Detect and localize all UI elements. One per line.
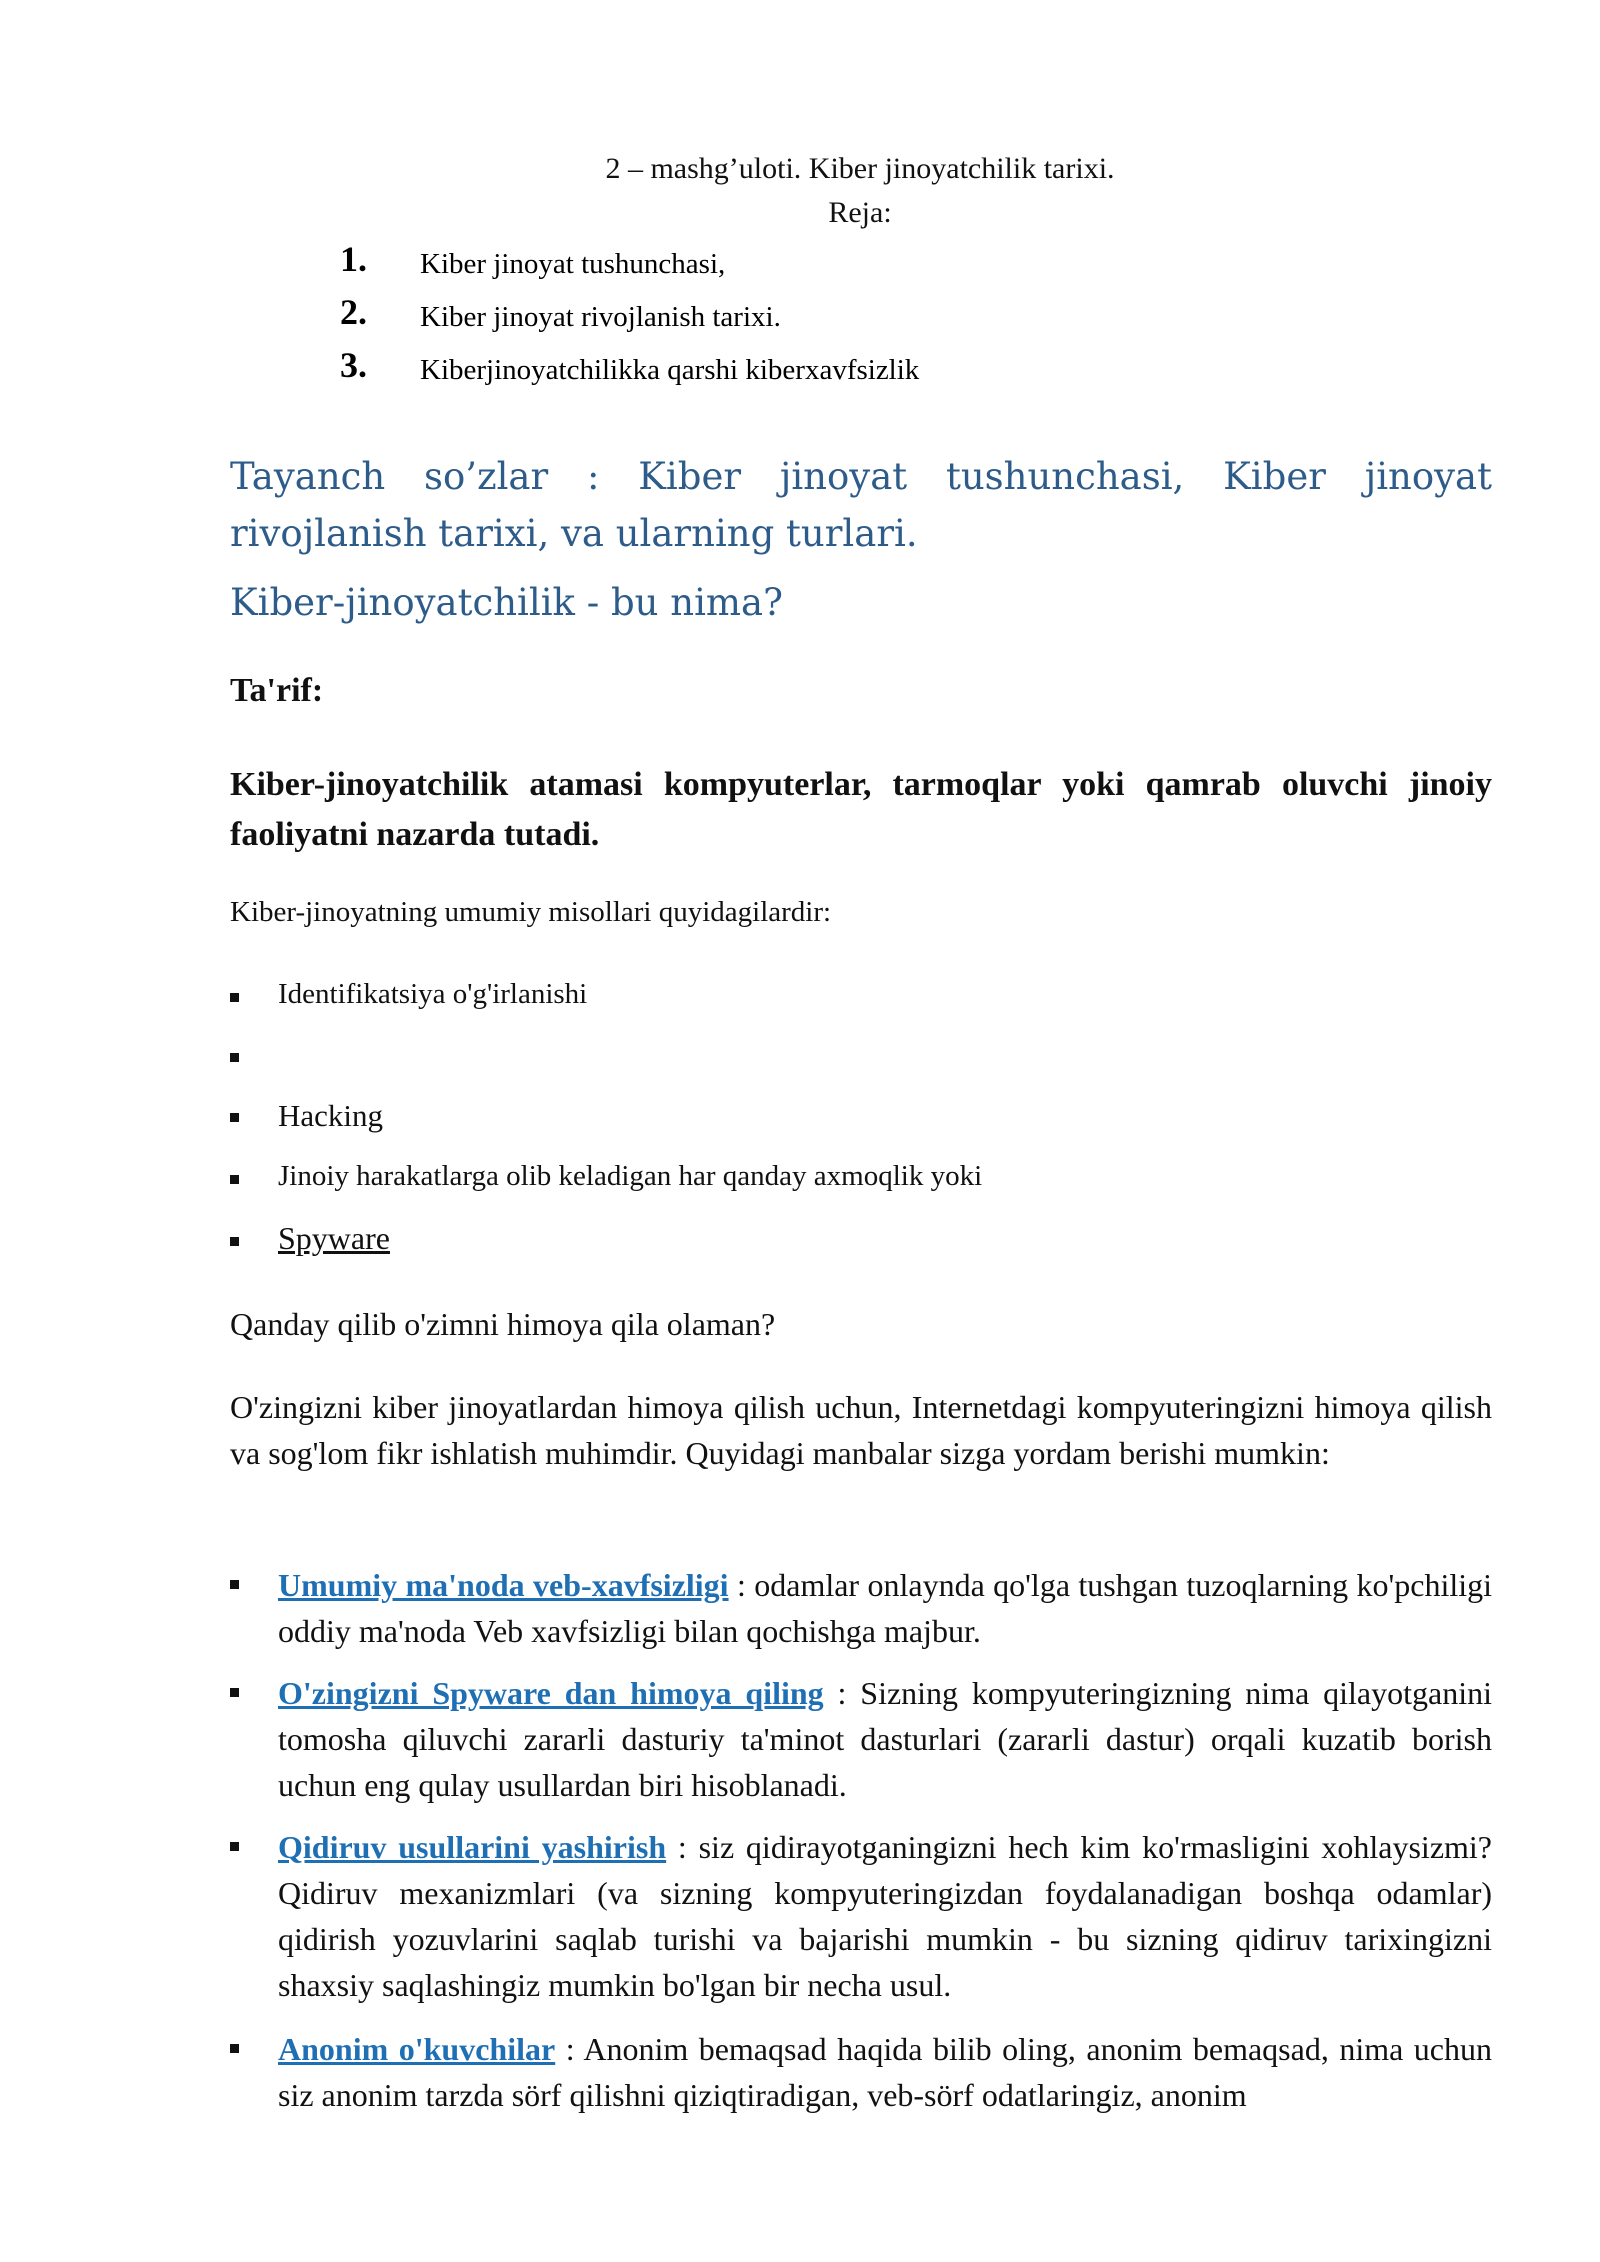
plan-text: Kiber jinoyat tushunchasi, — [420, 248, 726, 280]
list-item-text: Identifikatsiya o'g'irlanishi — [278, 978, 588, 1010]
plan-item — [340, 240, 1240, 293]
bullet-icon — [230, 1842, 239, 1851]
list-item-text: Jinoiy harakatlarga olib keladigan har qanday axmoqlik yoki — [278, 1160, 983, 1192]
section-heading: Kiber-jinoyatchilik - bu nima? — [230, 581, 783, 624]
plan-number: 2. — [340, 292, 367, 332]
list-item-text — [278, 1670, 1492, 1808]
resource-description: : Sizning kompyuteringizning nima qilayotganini tomosha qiluvchi zararli dasturiy ta'minot dasturlari (zararli dastur) orqali kuzatib borish uchun eng qulay usullardan biri hisoblanadi. — [278, 1675, 1493, 1803]
plan-label: Reja: — [828, 196, 892, 229]
list-item-text — [278, 1824, 1492, 2008]
bullet-icon — [230, 1237, 239, 1246]
bullet-icon — [230, 1688, 239, 1697]
bullet-icon — [230, 2044, 239, 2053]
list-item-text — [278, 1562, 1492, 1654]
bullet-icon — [230, 1113, 239, 1122]
bullet-icon — [230, 993, 239, 1002]
spyware-link[interactable]: Spyware — [278, 1220, 390, 1256]
bullet-icon — [230, 1580, 239, 1589]
page-title: 2 – mashg’uloti. Kiber jinoyatchilik tarixi. — [605, 152, 1115, 185]
resource-link[interactable]: Qidiruv usullarini yashirish — [278, 1829, 667, 1865]
list-item-text — [278, 2026, 1492, 2118]
resource-link[interactable]: Umumiy ma'noda veb-xavfsizligi — [278, 1567, 729, 1603]
protect-text: O'zingizni kiber jinoyatlardan himoya qilish uchun, Internetdagi kompyuteringizni himoya qilish va sog'lom fikr ishlatish muhimdir. Quyidagi manbalar sizga yordam berishi mumkin: — [230, 1389, 1492, 1471]
keywords-heading: Tayanch so’zlar : Kiber jinoyat tushunchasi, Kiber jinoyat rivojlanish tarixi, va ularning turlari. — [230, 455, 1492, 555]
resource-description: : Anonim bemaqsad haqida bilib oling, anonim bemaqsad, nima uchun siz anonim tarzda sörf qilishni qiziqtiradigan, veb-sörf odatlaringiz, anonim — [278, 2031, 1493, 2113]
plan-item — [340, 346, 1240, 399]
plan-text: Kiber jinoyat rivojlanish tarixi. — [420, 301, 781, 333]
plan-item — [340, 293, 1240, 346]
definition-text: Kiber-jinoyatchilik atamasi kompyuterlar, tarmoqlar yoki qamrab oluvchi jinoiy faoliyatni nazarda tutadi. — [230, 766, 1492, 853]
plan-text: Kiberjinoyatchilikka qarshi kiberxavfsizlik — [420, 354, 920, 386]
plan-number: 1. — [340, 239, 367, 279]
bullet-icon — [230, 1175, 239, 1184]
resource-description: : odamlar onlaynda qo'lga tushgan tuzoqlarning ko'pchiligi oddiy ma'noda Veb xavfsizligi bilan qochishga majbur. — [278, 1567, 1492, 1649]
examples-intro: Kiber-jinoyatning umumiy misollari quyidagilardir: — [230, 896, 832, 928]
plan-list — [340, 240, 1240, 399]
resource-link[interactable]: Anonim o'kuvchilar — [278, 2031, 556, 2067]
plan-number: 3. — [340, 345, 367, 385]
definition-label: Ta'rif: — [230, 672, 324, 709]
bullet-icon — [230, 1053, 239, 1062]
protect-question: Qanday qilib o'zimni himoya qila olaman? — [230, 1306, 776, 1342]
resource-description: : siz qidirayotganingizni hech kim ko'rmasligini xohlaysizmi? Qidiruv mexanizmlari (va sizning kompyuteringizdan foydalanadigan boshqa odamlar) qidirish yozuvlarini saqlab turishi va bajarishi mumkin - bu sizning qidiruv tarixingizni shaxsiy saqlashingiz mumkin bo'lgan bir necha usul. — [278, 1829, 1493, 2003]
resource-link[interactable]: O'zingizni Spyware dan himoya qiling — [278, 1675, 824, 1711]
list-item-text: Hacking — [278, 1098, 384, 1133]
